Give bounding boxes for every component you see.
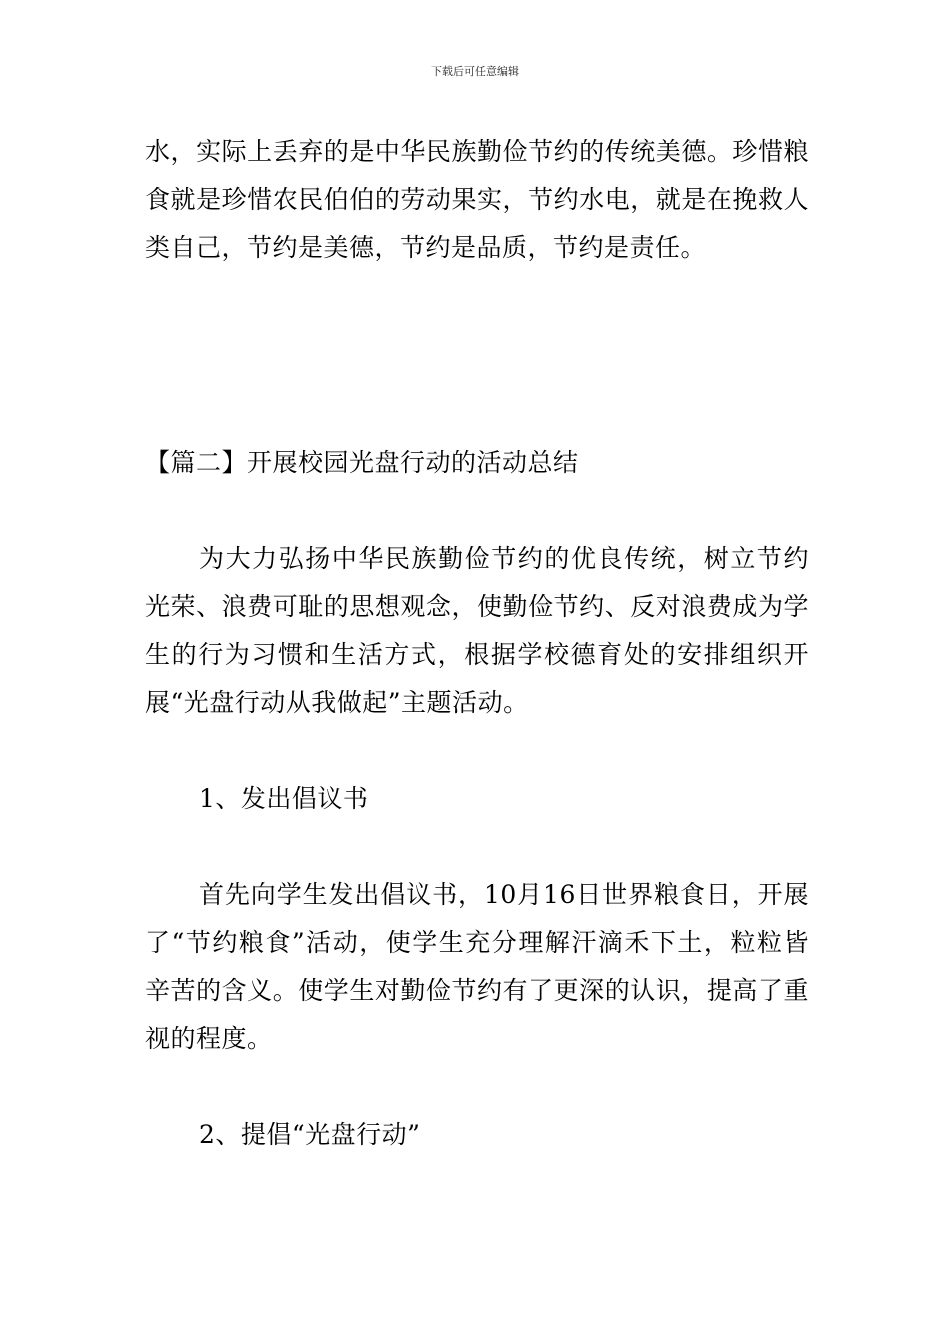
item-2-title: 2、提倡“光盘行动”	[199, 1120, 421, 1149]
item-1-title: 1、发出倡议书	[199, 784, 369, 813]
item-1-body: 首先向学生发出倡议书，10月16日世界粮食日，开展了“节约粮食”活动，使学生充分理解汗滴禾下土，粒粒皆辛苦的含义。使学生对勤俭节约有了更深的认识，提高了重视的程度。	[145, 880, 809, 1053]
section-title: 【篇二】开展校园光盘行动的活动总结	[145, 448, 579, 477]
document-body	[145, 128, 809, 1159]
intro-paragraph: 水，实际上丢弃的是中华民族勤俭节约的传统美德。珍惜粮食就是珍惜农民伯伯的劳动果实，节约水电，就是在挽救人类自己，节约是美德，节约是品质，节约是责任。	[145, 137, 809, 262]
body-paragraph-1: 为大力弘扬中华民族勤俭节约的优良传统，树立节约光荣、浪费可耻的思想观念，使勤俭节约、反对浪费成为学生的行为习惯和生活方式，根据学校德育处的安排组织开展“光盘行动从我做起”主题活动。	[145, 544, 809, 717]
page-header-note: 下载后可任意编辑	[431, 65, 519, 78]
